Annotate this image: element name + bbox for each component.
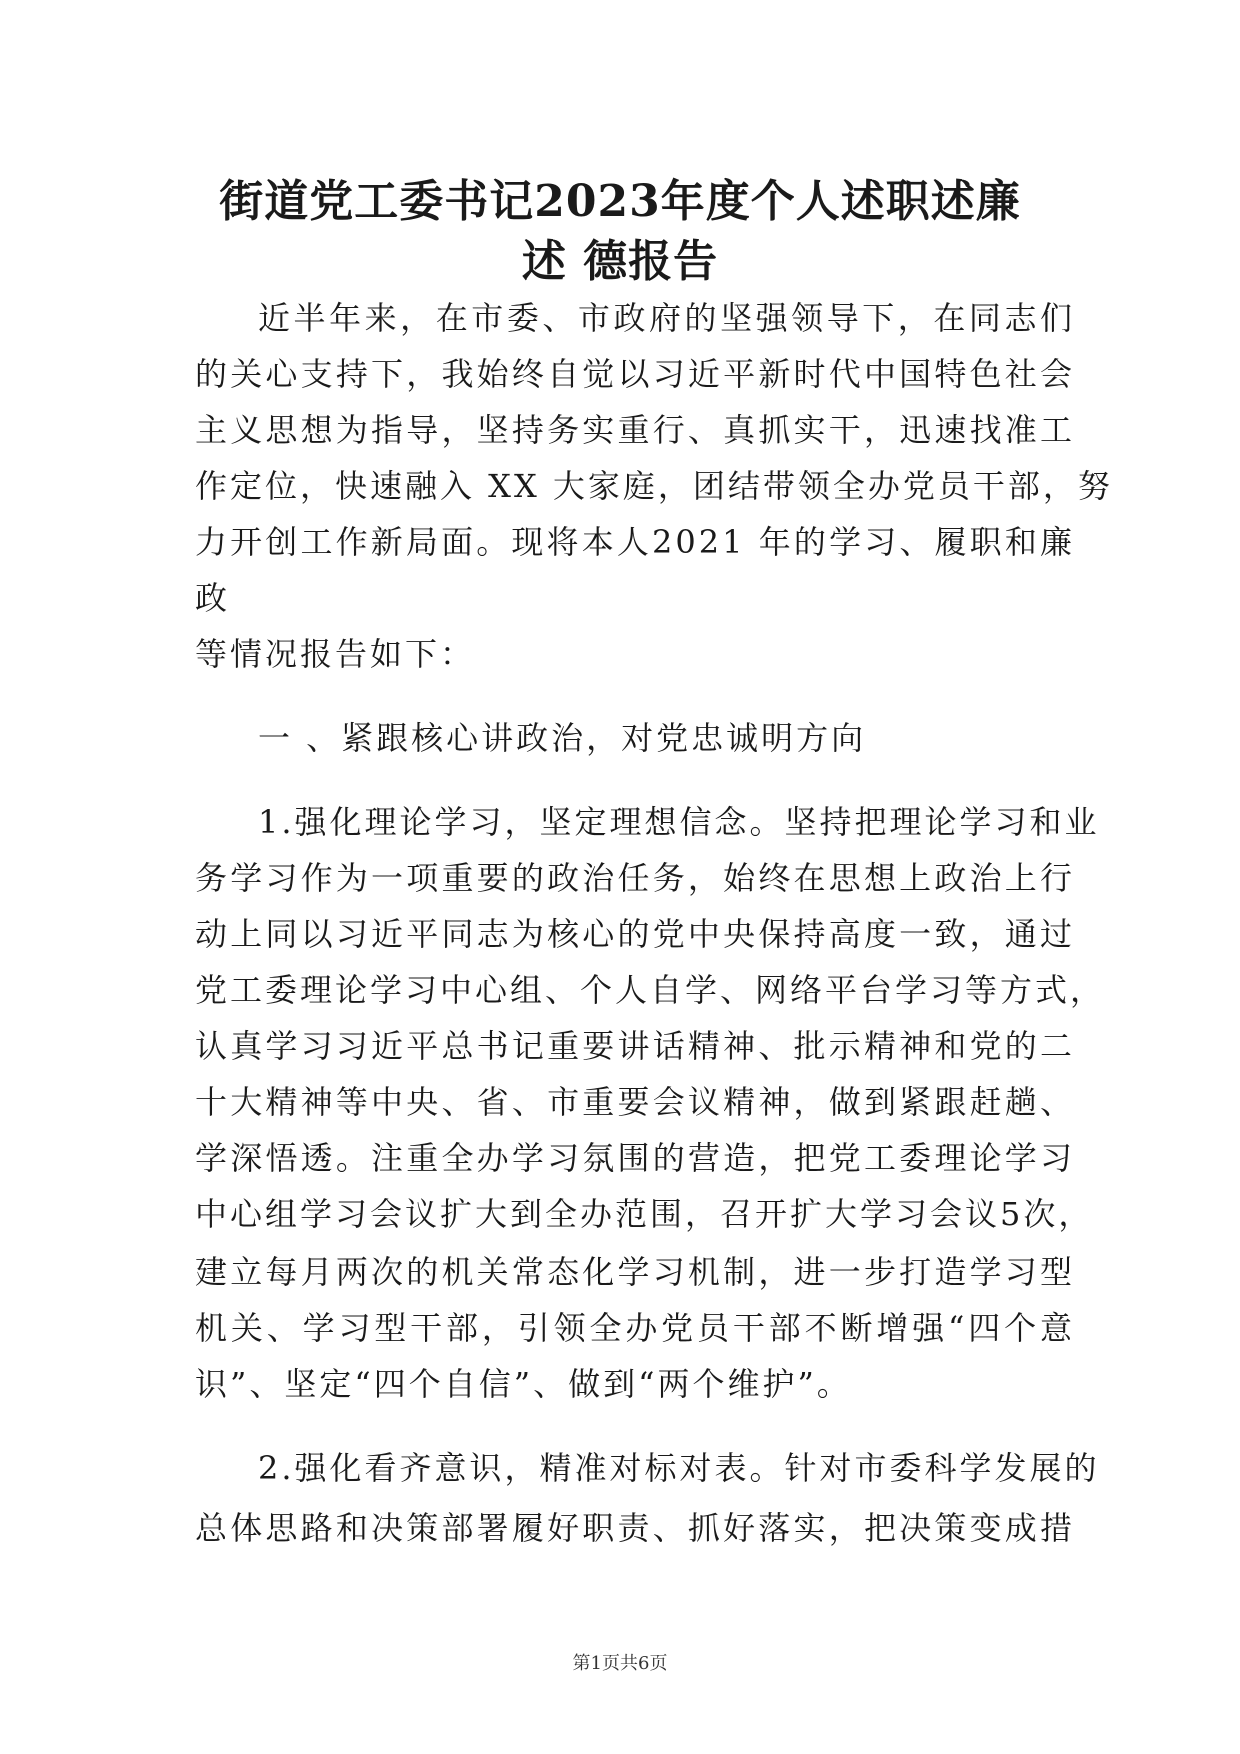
- paragraph-line: 近半年来，在市委、市政府的坚强领导下，在同志们: [258, 299, 1075, 337]
- page-number-footer: 第1页共6页: [572, 1653, 668, 1674]
- paragraph-line: 建立每月两次的机关常态化学习机制，进一步打造学习型: [195, 1253, 1075, 1291]
- paragraph-line: 1.强化理论学习，坚定理想信念。坚持把理论学习和业: [258, 803, 1100, 841]
- paragraph-line: 总体思路和决策部署履好职责、抓好落实，把决策变成措: [195, 1509, 1075, 1547]
- section-heading: 一 、紧跟核心讲政治，对党忠诚明方向: [258, 719, 867, 757]
- paragraph-line: 等情况报告如下：: [195, 635, 476, 673]
- document-title-line-2: 述 德报告: [521, 236, 719, 287]
- paragraph-line: 学深悟透。注重全办学习氛围的营造，把党工委理论学习: [195, 1139, 1075, 1177]
- paragraph-line: 认真学习习近平总书记重要讲话精神、批示精神和党的二: [195, 1027, 1075, 1065]
- paragraph-line: 动上同以习近平同志为核心的党中央保持高度一致，通过: [195, 915, 1075, 953]
- paragraph-line: 主义思想为指导，坚持务实重行、真抓实干，迅速找准工: [195, 411, 1075, 449]
- paragraph-line: 务学习作为一项重要的政治任务，始终在思想上政治上行: [195, 859, 1075, 897]
- paragraph-line: 识”、坚定“四个自信”、做到“两个维护”。: [195, 1365, 852, 1403]
- document-title-line-1: 街道党工委书记2023年度个人述职述廉: [219, 176, 1021, 227]
- paragraph-line: 中心组学习会议扩大到全办范围，召开扩大学习会议5次，: [195, 1195, 1094, 1233]
- paragraph-line: 2.强化看齐意识，精准对标对表。针对市委科学发展的: [258, 1449, 1100, 1487]
- paragraph-line: 作定位，快速融入 XX 大家庭，团结带领全办党员干部，努: [195, 467, 1113, 505]
- paragraph-line: 的关心支持下，我始终自觉以习近平新时代中国特色社会: [195, 355, 1075, 393]
- paragraph-line: 力开创工作新局面。现将本人2021 年的学习、履职和廉: [195, 523, 1075, 561]
- paragraph-line: 十大精神等中央、省、市重要会议精神，做到紧跟赶趟、: [195, 1083, 1075, 1121]
- paragraph-line: 党工委理论学习中心组、个人自学、网络平台学习等方式，: [195, 971, 1106, 1009]
- paragraph-line: 机关、学习型干部，引领全办党员干部不断增强“四个意: [195, 1309, 1075, 1347]
- paragraph-line: 政: [195, 579, 231, 617]
